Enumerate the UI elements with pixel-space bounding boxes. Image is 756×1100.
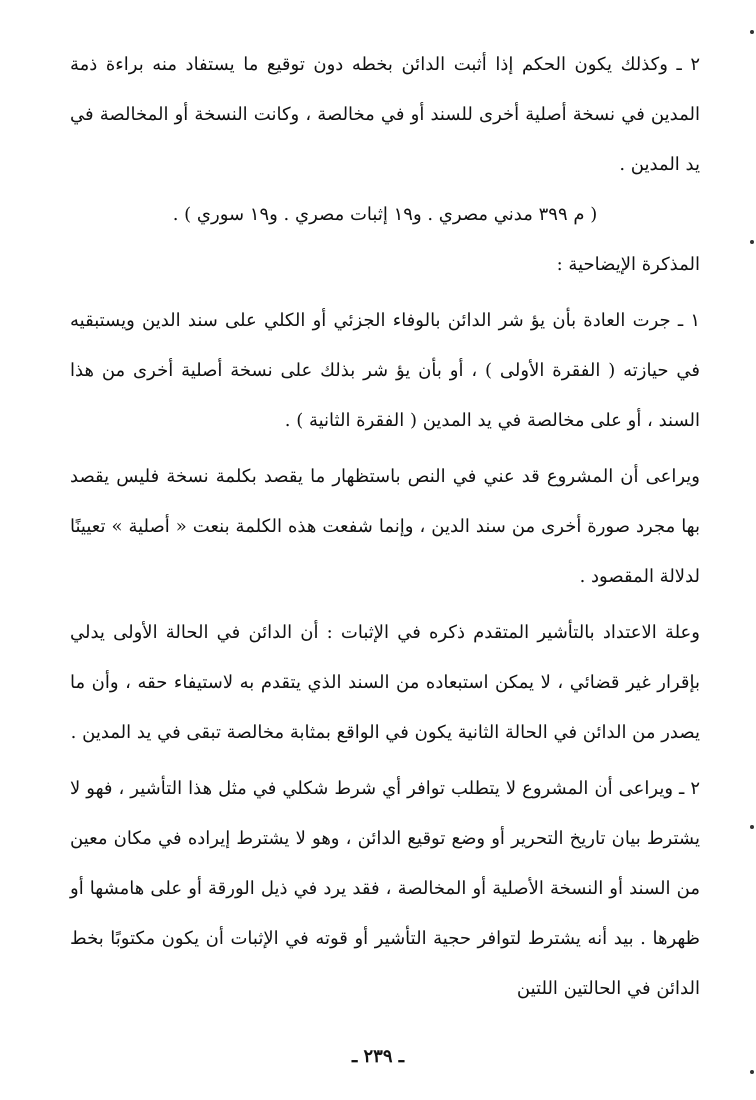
page-body — [70, 40, 700, 1014]
memo-paragraph-reasoning: وعلة الاعتداد بالتأشير المتقدم ذكره في الإثبات : أن الدائن في الحالة الأولى يدلي بإقرار غير قضائي ، لا يمكن استبعاده من السند الذي يتقدم به لاستيفاء حقه ، وأن ما يصدر من الدائن في الحالة الثانية يكون في الواقع بمثابة مخالصة تبقى في يد المدين . — [70, 622, 700, 743]
scan-edge-mark — [750, 240, 754, 244]
memo-paragraph-copy-definition: ويراعى أن المشروع قد عني في النص باستظهار ما يقصد بكلمة نسخة فليس يقصد بها مجرد صورة أخرى من سند الدين ، وإنما شفعت هذه الكلمة بنعت « أصلية » تعيينًا لدلالة المقصود . — [70, 466, 700, 587]
scan-edge-mark — [750, 825, 754, 829]
paragraph-2-continued: ٢ ـ وكذلك يكون الحكم إذا أثبت الدائن بخطه دون توقيع ما يستفاد منه براءة ذمة المدين في نسخة أصلية أخرى للسند أو في مخالصة ، وكانت النسخة أو المخالصة في يد المدين . — [70, 54, 700, 175]
scan-edge-mark — [750, 1070, 754, 1074]
page-number: ـ ٢٣٩ ـ — [351, 1046, 405, 1067]
scan-edge-mark — [750, 30, 754, 34]
memo-paragraph-1: ١ ـ جرت العادة بأن يؤ شر الدائن بالوفاء الجزئي أو الكلي على سند الدين ويستبقيه في حيازته ( الفقرة الأولى ) ، أو بأن يؤ شر بذلك على نسخة أصلية أخرى من هذا السند ، أو على مخالصة في يد المدين ( الفقرة الثانية ) . — [70, 310, 700, 431]
article-references: ( م ٣٩٩ مدني مصري . و١٩ إثبات مصري . و١٩ سوري ) . — [172, 204, 598, 225]
explanatory-memo-heading: المذكرة الإيضاحية : — [556, 254, 700, 275]
memo-paragraph-2: ٢ ـ ويراعى أن المشروع لا يتطلب توافر أي شرط شكلي في مثل هذا التأشير ، فهو لا يشترط بيان تاريخ التحرير أو وضع توقيع الدائن ، وهو لا يشترط إيراده في مكان معين من السند أو النسخة الأصلية أو المخالصة ، فقد يرد في ذيل الورقة أو على هامشها أو ظهرها . بيد أنه يشترط لتوافر حجية التأشير أو قوته في الإثبات أن يكون مكتوبًا بخط الدائن في الحالتين اللتين — [70, 778, 700, 999]
